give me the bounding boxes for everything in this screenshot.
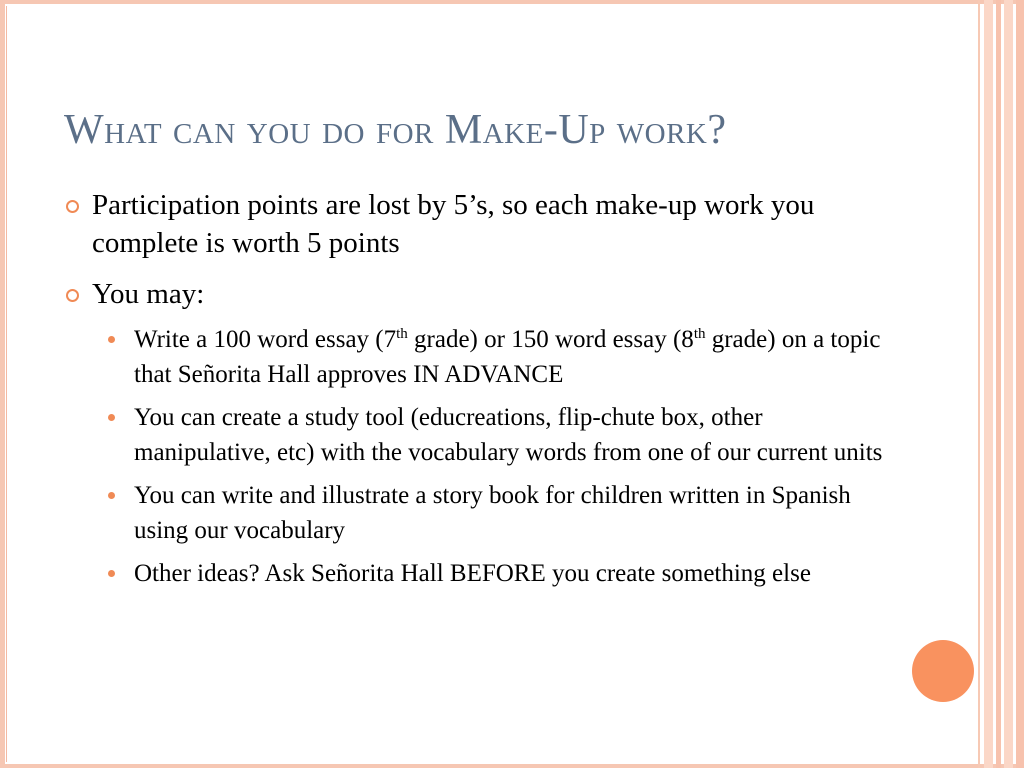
sub-bullet-list <box>106 322 884 591</box>
sub-bullet-text: You can write and illustrate a story book for children written in Spanish using our vocabulary <box>134 482 851 544</box>
frame-top-border <box>0 0 1024 4</box>
right-stripe <box>984 0 993 768</box>
decorative-circle <box>912 640 974 702</box>
text-part: Write a 100 word essay (7 <box>134 326 397 353</box>
slide-title: What can you do for Make-Up work? <box>64 107 727 153</box>
ring-bullet-icon <box>66 289 79 302</box>
right-stripe <box>1004 0 1013 768</box>
bullet-item <box>64 275 884 313</box>
dot-bullet-icon <box>108 414 115 421</box>
superscript: th <box>693 326 706 342</box>
dot-bullet-icon <box>108 336 115 343</box>
frame-left-border <box>0 0 5 768</box>
bullet-text: Participation points are lost by 5’s, so each make-up work you complete is worth 5 points <box>92 189 815 259</box>
sub-bullet-text: Other ideas? Ask Señorita Hall BEFORE you create something else <box>134 560 811 587</box>
sub-bullet-item <box>106 322 884 392</box>
dot-bullet-icon <box>108 570 115 577</box>
sub-bullet-item <box>106 478 884 548</box>
sub-bullet-text <box>134 326 880 388</box>
text-part: grade) on a topic that Señorita Hall approves IN ADVANCE <box>134 326 881 388</box>
right-stripe <box>978 0 980 768</box>
sub-bullet-text: You can create a study tool (educreations, flip-chute box, other manipulative, etc) with the vocabulary words from one of our current units <box>134 404 883 466</box>
superscript: th <box>396 326 408 342</box>
bullet-item <box>64 186 884 262</box>
slide-body <box>64 186 884 599</box>
sub-bullet-item <box>106 556 884 591</box>
frame-inner-line <box>6 6 7 762</box>
right-stripe <box>996 0 1001 768</box>
frame-bottom-border <box>0 764 1024 768</box>
dot-bullet-icon <box>108 492 115 499</box>
sub-bullet-item <box>106 400 884 470</box>
bullet-text: You may: <box>92 278 205 310</box>
ring-bullet-icon <box>66 200 79 213</box>
text-part: grade) or 150 word essay (8 <box>407 326 694 353</box>
right-stripe <box>1016 0 1024 768</box>
